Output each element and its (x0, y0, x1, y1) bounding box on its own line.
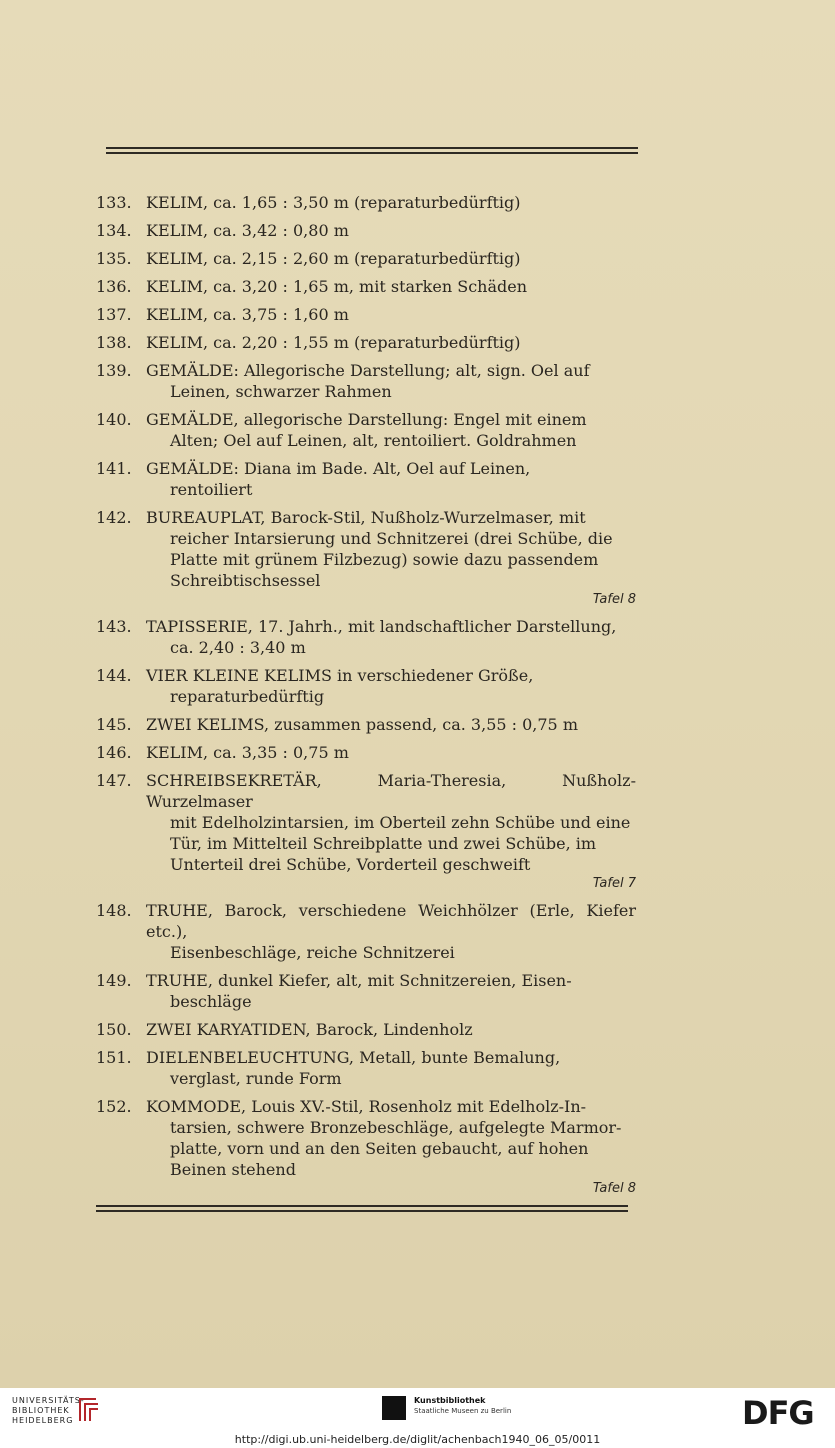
entry-text (146, 1019, 636, 1040)
entry-number: 136. (96, 277, 132, 296)
catalog-entry (96, 1096, 636, 1198)
entry-continuation-line: Tür, im Mittelteil Schreibplatte und zwei Schübe, im (170, 834, 597, 853)
entry-text (146, 970, 636, 1012)
catalog-entry (96, 304, 636, 325)
entry-line: GEMÄLDE: Allegorische Darstellung; alt, sign. Oel auf (146, 361, 590, 380)
entry-number: 134. (96, 221, 132, 240)
entry-line: TAPISSERIE, 17. Jahrh., mit landschaftlicher Darstellung, (146, 617, 617, 636)
ub-logo-line: BIBLIOTHEK (12, 1406, 70, 1415)
catalog-entry (96, 742, 636, 763)
entry-number: 147. (96, 771, 132, 790)
entry-line: KELIM, ca. 2,20 : 1,55 m (reparaturbedürftig) (146, 333, 521, 352)
plate-reference: Tafel 8 (592, 592, 636, 607)
entry-text (146, 714, 636, 735)
entry-number: 149. (96, 971, 132, 990)
entry-line: TRUHE, dunkel Kiefer, alt, mit Schnitzereien, Eisen- (146, 971, 572, 990)
entry-continuation-line: Alten; Oel auf Leinen, alt, rentoiliert. Goldrahmen (170, 431, 577, 450)
entry-continuation-line: reparaturbedürftig (170, 687, 325, 706)
entry-line: KELIM, ca. 3,20 : 1,65 m, mit starken Schäden (146, 277, 528, 296)
plate-reference: Tafel 8 (592, 1181, 636, 1196)
entry-text (146, 507, 636, 591)
entry-continuation-line: mit Edelholzintarsien, im Oberteil zehn Schübe und eine (170, 813, 631, 832)
entry-line: KELIM, ca. 3,75 : 1,60 m (146, 305, 349, 324)
entry-number: 152. (96, 1097, 132, 1116)
entry-text (146, 192, 636, 213)
entry-number: 145. (96, 715, 132, 734)
entry-text (146, 616, 636, 658)
entry-line: SCHREIBSEKRETÄR, Maria-Theresia, Nußholz-Wurzelmaser (146, 771, 636, 811)
entry-line: GEMÄLDE, allegorische Darstellung: Engel mit einem (146, 410, 587, 429)
entry-text (146, 248, 636, 269)
catalog-entry (96, 770, 636, 893)
ub-heidelberg-logo[interactable] (12, 1396, 85, 1426)
entry-line: KOMMODE, Louis XV.-Stil, Rosenholz mit Edelholz-In- (146, 1097, 587, 1116)
entry-text (146, 360, 636, 402)
entry-continuation-line: platte, vorn und an den Seiten gebaucht, auf hohen (170, 1139, 589, 1158)
entry-text (146, 304, 636, 325)
ub-heidelberg-mark-icon (78, 1397, 100, 1423)
entry-line: KELIM, ca. 2,15 : 2,60 m (reparaturbedürftig) (146, 249, 521, 268)
entry-continuation-line: rentoiliert (170, 480, 253, 499)
entry-line: GEMÄLDE: Diana im Bade. Alt, Oel auf Leinen, (146, 459, 531, 478)
entry-number: 141. (96, 459, 132, 478)
entry-number: 150. (96, 1020, 132, 1039)
bottom-double-rule (96, 1205, 628, 1213)
entry-text (146, 742, 636, 763)
entry-text (146, 1096, 636, 1180)
catalog-entry (96, 409, 636, 451)
catalog-entry (96, 665, 636, 707)
entry-text (146, 900, 636, 963)
entry-line: DIELENBELEUCHTUNG, Metall, bunte Bemalung, (146, 1048, 561, 1067)
entry-number: 133. (96, 193, 132, 212)
entry-text (146, 220, 636, 241)
entry-line: ZWEI KELIMS, zusammen passend, ca. 3,55 : 0,75 m (146, 715, 578, 734)
entry-number: 140. (96, 410, 132, 429)
entry-continuation-line: Eisenbeschläge, reiche Schnitzerei (170, 943, 455, 962)
entry-continuation-line: beschläge (170, 992, 252, 1011)
entry-line: ZWEI KARYATIDEN, Barock, Lindenholz (146, 1020, 473, 1039)
catalog-entry (96, 276, 636, 297)
entry-line: KELIM, ca. 3,35 : 0,75 m (146, 743, 349, 762)
catalog-entry (96, 248, 636, 269)
catalog-entry (96, 220, 636, 241)
entry-text (146, 665, 636, 707)
kunstbibliothek-subtitle: Staatliche Museen zu Berlin (414, 1407, 512, 1415)
entry-number: 139. (96, 361, 132, 380)
kunstbibliothek-mark-icon (382, 1396, 406, 1420)
entry-continuation-line: reicher Intarsierung und Schnitzerei (drei Schübe, die (170, 529, 613, 548)
entry-number: 146. (96, 743, 132, 762)
kunstbibliothek-title: Kunstbibliothek (414, 1396, 486, 1405)
entry-number: 142. (96, 508, 132, 527)
catalog-entry (96, 970, 636, 1012)
top-double-rule (106, 147, 638, 155)
catalog-entry (96, 1047, 636, 1089)
entry-continuation-line: Unterteil drei Schübe, Vorderteil geschweift (170, 855, 531, 874)
footer-bar (0, 1388, 835, 1448)
entry-continuation-line: verglast, runde Form (170, 1069, 342, 1088)
entry-continuation-line: ca. 2,40 : 3,40 m (170, 638, 306, 657)
entry-continuation-line: Platte mit grünem Filzbezug) sowie dazu passendem (170, 550, 599, 569)
catalog-entry (96, 1019, 636, 1040)
source-url[interactable]: http://digi.ub.uni-heidelberg.de/diglit/achenbach1940_06_05/0011 (234, 1433, 601, 1446)
entry-number: 135. (96, 249, 132, 268)
entry-text (146, 770, 636, 875)
entry-text (146, 458, 636, 500)
entry-line: KELIM, ca. 3,42 : 0,80 m (146, 221, 349, 240)
ub-logo-line: HEIDELBERG (12, 1416, 74, 1425)
entry-number: 144. (96, 666, 132, 685)
entry-line: TRUHE, Barock, verschiedene Weichhölzer (Erle, Kiefer etc.), (146, 901, 636, 941)
catalog-entry (96, 507, 636, 609)
entry-text (146, 332, 636, 353)
entry-number: 151. (96, 1048, 132, 1067)
entry-continuation-line: Schreibtischsessel (170, 571, 321, 590)
entry-number: 148. (96, 901, 132, 920)
entry-line: KELIM, ca. 1,65 : 3,50 m (reparaturbedürftig) (146, 193, 521, 212)
entry-text (146, 1047, 636, 1089)
catalog-entry (96, 458, 636, 500)
catalog-entry (96, 360, 636, 402)
plate-reference: Tafel 7 (592, 876, 636, 891)
entry-number: 138. (96, 333, 132, 352)
entry-line: VIER KLEINE KELIMS in verschiedener Größe, (146, 666, 534, 685)
entry-continuation-line: Leinen, schwarzer Rahmen (170, 382, 392, 401)
catalog-entries (96, 192, 636, 1205)
catalog-entry (96, 616, 636, 658)
entry-continuation-line: tarsien, schwere Bronzebeschläge, aufgelegte Marmor- (170, 1118, 622, 1137)
dfg-logo[interactable]: DFG (742, 1394, 814, 1432)
entry-number: 137. (96, 305, 132, 324)
catalog-entry (96, 332, 636, 353)
entry-line: BUREAUPLAT, Barock-Stil, Nußholz-Wurzelmaser, mit (146, 508, 586, 527)
catalog-entry (96, 714, 636, 735)
catalog-entry (96, 900, 636, 963)
ub-logo-line: UNIVERSITÄTS- (12, 1396, 85, 1405)
entry-text (146, 409, 636, 451)
entry-number: 143. (96, 617, 132, 636)
entry-text (146, 276, 636, 297)
catalog-entry (96, 192, 636, 213)
entry-continuation-line: Beinen stehend (170, 1160, 296, 1179)
